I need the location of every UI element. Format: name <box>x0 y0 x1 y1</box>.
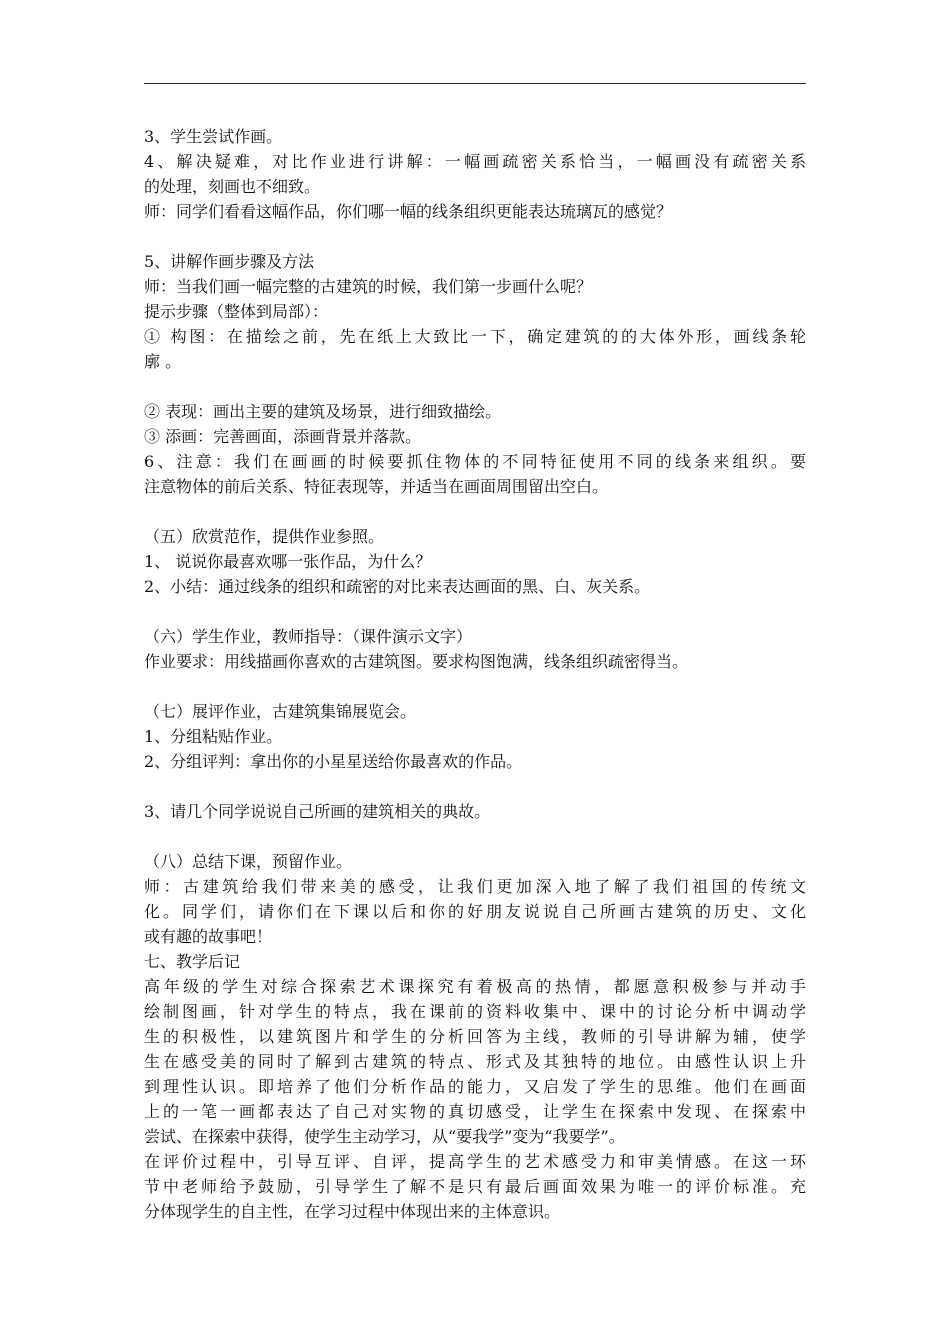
text-line: 廓 。 <box>144 352 182 371</box>
header-rule <box>144 83 806 84</box>
text-line: 3、学生尝试作画。 <box>144 127 283 146</box>
blank-line <box>144 599 806 624</box>
text-line: 化。同学们，请你们在下课以后和你的好朋友说说自己所画古建筑的历史、文化 <box>144 902 806 921</box>
text-line: （五）欣赏范作，提供作业参照。 <box>144 527 385 546</box>
text-line: 生的积极性，以建筑图片和学生的分析回答为主线，教师的引导讲解为辅，使学 <box>144 1027 806 1046</box>
text-line: 师：同学们看看这幅作品，你们哪一幅的线条组织更能表达琉璃瓦的感觉？ <box>144 202 673 221</box>
text-line: 6、注意：我们在画画的时候要抓住物体的不同特征使用不同的线条来组织。要 <box>144 452 806 471</box>
text-line: 注意物体的前后关系、特征表现等，并适当在画面周围留出空白。 <box>144 477 609 496</box>
blank-line <box>144 374 806 399</box>
text-line: 1、分组粘贴作业。 <box>144 727 283 746</box>
text-line: 3、请几个同学说说自己所画的建筑相关的典故。 <box>144 802 491 821</box>
text-line: ③ 添画：完善画面，添画背景并落款。 <box>144 427 422 446</box>
blank-line <box>144 674 806 699</box>
text-line: 到理性认识。即培养了他们分析作品的能力，又启发了学生的思维。他们在画面 <box>144 1077 806 1096</box>
text-line: 提示步骤（整体到局部）： <box>144 302 329 321</box>
text-line: 2、小结：通过线条的组织和疏密的对比来表达画面的黑、白、灰关系。 <box>144 577 651 596</box>
text-line: （八）总结下课，预留作业。 <box>144 852 353 871</box>
text-line: 或有趣的故事吧！ <box>144 927 273 946</box>
text-line: （六）学生作业，教师指导：（课件演示文字） <box>144 627 473 646</box>
text-line: 尝试、在探索中获得，使学生主动学习，从“要我学”变为“我要学”。 <box>144 1127 625 1146</box>
text-line: 1、 说说你最喜欢哪一张作品，为什么？ <box>144 552 432 571</box>
text-line: 师：古建筑给我们带来美的感受，让我们更加深入地了解了我们祖国的传统文 <box>144 877 806 896</box>
text-line: 师：当我们画一幅完整的古建筑的时候，我们第一步画什么呢？ <box>144 277 593 296</box>
blank-line <box>144 499 806 524</box>
text-line: （七）展评作业，古建筑集锦展览会。 <box>144 702 417 721</box>
blank-line <box>144 824 806 849</box>
text-line: 生在感受美的同时了解到古建筑的特点、形式及其独特的地位。由感性认识上升 <box>144 1052 806 1071</box>
blank-line <box>144 224 806 249</box>
document-body <box>144 124 806 1224</box>
text-line: 分体现学生的自主性，在学习过程中体现出来的主体意识。 <box>144 1202 561 1221</box>
text-line: ① 构图：在描绘之前，先在纸上大致比一下，确定建筑的的大体外形，画线条轮 <box>144 327 806 346</box>
text-line: 节中老师给予鼓励，引导学生了解不是只有最后画面效果为唯一的评价标准。充 <box>144 1177 806 1196</box>
blank-line <box>144 774 806 799</box>
text-line: 的处理，刻画也不细致。 <box>144 177 321 196</box>
text-line: 5、讲解作画步骤及方法 <box>144 252 315 271</box>
text-line: 七、教学后记 <box>144 952 241 971</box>
text-line: 作业要求：用线描画你喜欢的古建筑图。要求构图饱满，线条组织疏密得当。 <box>144 652 689 671</box>
text-line: 4、解决疑难，对比作业进行讲解：一幅画疏密关系恰当，一幅画没有疏密关系 <box>144 152 806 171</box>
text-line: 2、分组评判：拿出你的小星星送给你最喜欢的作品。 <box>144 752 523 771</box>
text-line: 绘制图画，针对学生的特点，我在课前的资料收集中、课中的讨论分析中调动学 <box>144 1002 806 1021</box>
text-line: 在评价过程中，引导互评、自评，提高学生的艺术感受力和审美情感。在这一环 <box>144 1152 806 1171</box>
text-line: ② 表现：画出主要的建筑及场景，进行细致描绘。 <box>144 402 502 421</box>
text-line: 上的一笔一画都表达了自己对实物的真切感受，让学生在探索中发现、在探索中 <box>144 1102 806 1121</box>
text-line: 高年级的学生对综合探索艺术课探究有着极高的热情，都愿意积极参与并动手 <box>144 977 806 996</box>
